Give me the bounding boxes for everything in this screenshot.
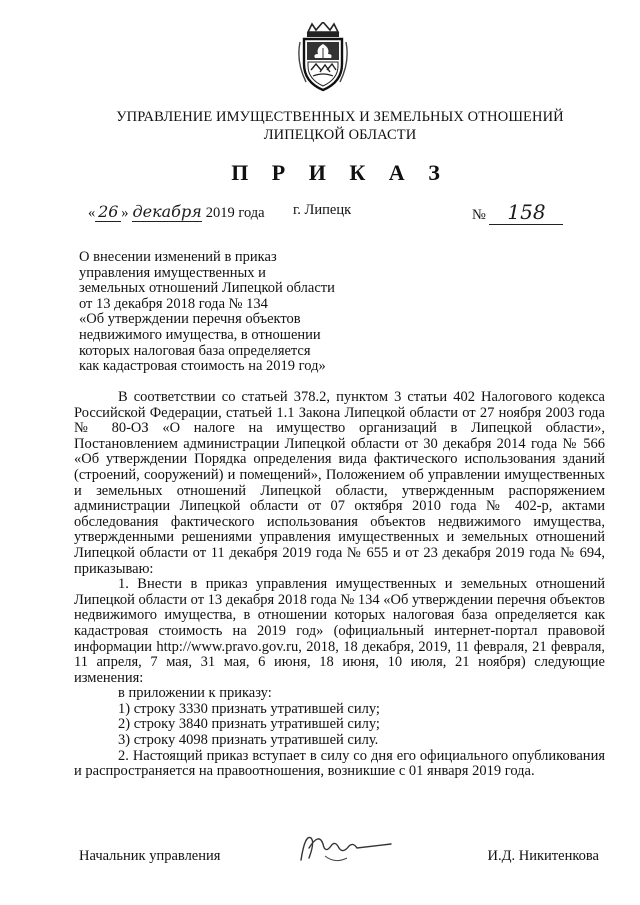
date-number-line	[88, 200, 588, 224]
subject-line: недвижимого имущества, в отношении	[79, 326, 321, 343]
signer-name: И.Д. Никитенкова	[487, 848, 599, 864]
signer-position: Начальник управления	[79, 848, 221, 864]
item-1-paragraph: 1. Внести в приказ управления имущественных и земельных отношений Липецкой области от 13 декабря 2018 года № 134 «Об утверждении перечня объектов недвижимого имущества, в отношении которых налоговая база определяется как кадастровая стоимость на 2019 год» (официальный интернет-портал правовой информации http://www.pravo.gov.ru, 2018, 18 декабря, 2019, 11 февраля, 21 февраля, 11 апреля, 7 мая, 31 мая, 6 июня, 18 июня, 10 июля, 21 ноября) следующие изменения:	[74, 576, 605, 686]
change-item: 2) строку 3840 признать утратившей силу;	[118, 716, 380, 733]
coat-of-arms-icon	[296, 22, 350, 94]
subject-line: как кадастровая стоимость на 2019 год»	[79, 358, 326, 375]
number-label: №	[472, 207, 486, 223]
item-2-paragraph: 2. Настоящий приказ вступает в силу со дня его официального опубликования и распространяется на правоотношения, возникшие с 01 января 2019 года.	[74, 747, 605, 780]
date-month: декабря	[132, 202, 202, 221]
change-item: 1) строку 3330 признать утратившей силу;	[118, 700, 380, 717]
org-line-1: УПРАВЛЕНИЕ ИМУЩЕСТВЕННЫХ И ЗЕМЕЛЬНЫХ ОТНОШЕНИЙ	[116, 109, 564, 125]
organization-name	[60, 108, 620, 144]
number-value: 158	[489, 200, 563, 225]
subject-line: «Об утверждении перечня объектов	[79, 311, 301, 328]
subject-line: О внесении изменений в приказ	[79, 249, 277, 265]
order-subject	[79, 250, 359, 375]
handwritten-signature	[295, 824, 395, 872]
subject-line: которых налоговая база определяется	[79, 342, 311, 359]
subject-line: земельных отношений Липецкой области	[79, 280, 335, 297]
document-title: П Р И К А З	[231, 160, 449, 185]
order-body	[74, 390, 605, 780]
document-date	[88, 202, 265, 222]
subject-line: от 13 декабря 2018 года № 134	[79, 295, 268, 312]
document-number	[472, 200, 563, 225]
subject-line: управления имущественных и	[79, 264, 266, 281]
preamble-paragraph: В соответствии со статьей 378.2, пунктом 3 статьи 402 Налогового кодекса Российской Федерации, статьей 1.1 Закона Липецкой области от 27 ноября 2003 года № 80-ОЗ «О налоге на имущество организаций в Липецкой области», Постановлением администрации Липецкой области от 30 декабря 2014 года № 566 «Об утверждении Порядка определения вида фактического использования зданий (строений, сооружений) и помещений», Положением об управлении имущественных и земельных отношений Липецкой области, утвержденным распоряжением администрации Липецкой области от 07 октября 2010 года № 402-р, актами обследования фактического использования объектов недвижимого имущества, утвержденными решениями управления имущественных и земельных отношений Липецкой области от 11 декабря 2019 года № 655 и от 23 декабря 2019 года № 694, приказываю:	[74, 389, 605, 577]
org-line-2: ЛИПЕЦКОЙ ОБЛАСТИ	[263, 127, 417, 143]
appendix-intro: в приложении к приказу:	[118, 685, 272, 702]
document-city: г. Липецк	[293, 202, 352, 218]
open-quote: «	[88, 205, 96, 221]
change-item: 3) строку 4098 признать утратившей силу.	[118, 732, 379, 749]
date-day: 26	[95, 202, 121, 222]
close-quote: »	[121, 205, 129, 221]
date-year: 2019 года	[205, 205, 265, 221]
